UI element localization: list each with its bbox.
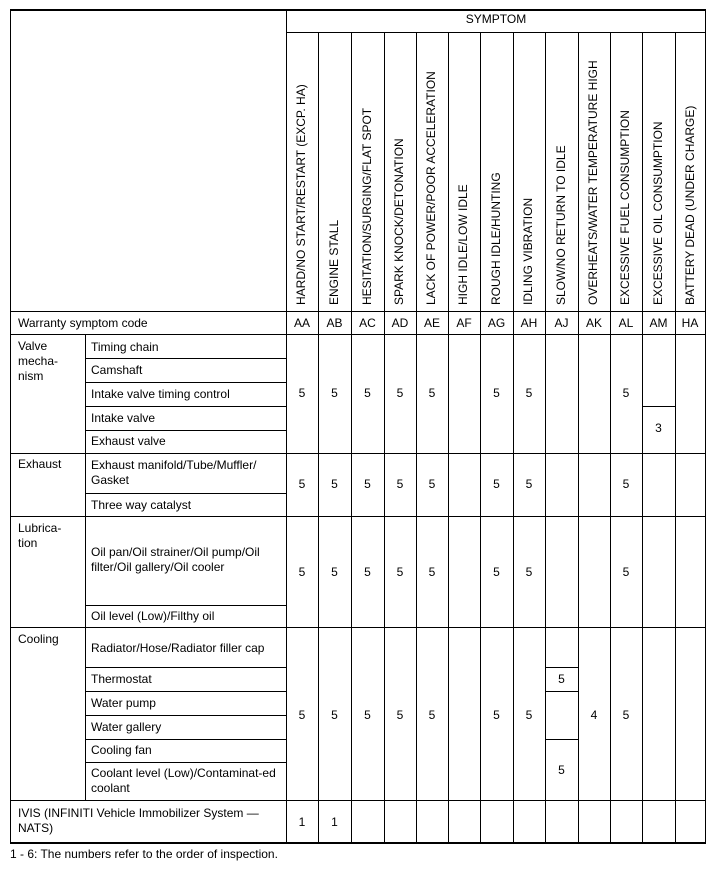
cell-value: 5	[493, 708, 500, 722]
item-sep	[85, 406, 286, 407]
symptom-header: BATTERY DEAD (UNDER CHARGE)	[683, 105, 697, 305]
item-sep	[85, 715, 286, 716]
cell-value: 5	[493, 565, 500, 579]
cell-value: 5	[428, 565, 436, 579]
warranty-code: AL	[618, 316, 634, 330]
symptom-header: SPARK KNOCK/DETONATION	[392, 138, 406, 305]
cell-value: 5	[396, 565, 404, 579]
warranty-code: AM	[649, 316, 668, 330]
item-oil-level-filthy-oil: Oil level (Low)/Filthy oil	[91, 609, 215, 623]
cell-value: 5	[331, 477, 338, 491]
col-sep	[545, 32, 546, 842]
item-column-divider	[85, 334, 86, 800]
group-sep	[10, 627, 706, 628]
cell-value: 1	[298, 815, 306, 829]
item-intake-valve-timing-control: Intake valve timing control	[91, 387, 230, 401]
item-sep	[85, 605, 286, 606]
cell-value: 3	[655, 421, 662, 435]
symptom-header: EXCESSIVE OIL CONSUMPTION	[651, 121, 665, 305]
warranty-code: AJ	[554, 316, 569, 330]
warranty-code: AH	[520, 316, 538, 330]
cell-value: 5	[298, 565, 306, 579]
item-timing-chain: Timing chain	[91, 340, 159, 354]
symptom-header: EXCESSIVE FUEL CONSUMPTION	[618, 110, 632, 305]
item-radiator-hose-filler-cap: Radiator/Hose/Radiator filler cap	[91, 641, 265, 655]
group-label-cooling: Cooling	[18, 632, 59, 646]
cell-value: 5	[428, 477, 436, 491]
cell-value: 5	[622, 477, 630, 491]
cell-value: 5	[493, 477, 500, 491]
item-camshaft: Camshaft	[91, 363, 143, 377]
cell-sep	[545, 691, 578, 692]
warranty-symptom-code-label: Warranty symptom code	[18, 316, 148, 330]
item-sep	[85, 493, 286, 494]
symptom-header: HIGH IDLE/LOW IDLE	[456, 184, 470, 305]
warranty-code: AD	[391, 316, 409, 330]
symptom-header: HESITATION/SURGING/FLAT SPOT	[360, 107, 374, 305]
cell-value: 5	[364, 565, 371, 579]
item-sep	[85, 762, 286, 763]
cell-value: 4	[590, 708, 598, 722]
group-label-exhaust: Exhaust	[18, 457, 62, 471]
item-sep	[85, 382, 286, 383]
cell-value: 5	[493, 386, 500, 400]
cell-value: 5	[298, 708, 306, 722]
col-sep	[675, 32, 676, 842]
warranty-code: AA	[293, 316, 310, 330]
cell-value: 1	[331, 815, 338, 829]
cell-value: 5	[331, 708, 338, 722]
cell-value: 5	[331, 565, 338, 579]
table-left-border	[10, 9, 11, 842]
item-water-gallery: Water gallery	[91, 720, 162, 734]
symptom-header: SLOW/NO RETURN TO IDLE	[554, 145, 568, 305]
cell-value: 5	[331, 386, 338, 400]
cell-sep	[545, 739, 578, 740]
warranty-code: HA	[681, 316, 699, 330]
cell-value: 5	[428, 708, 436, 722]
item-oil-pan-strainer-pump: Oil pan/Oil strainer/Oil pump/Oil filter/Oil gallery/Oil cooler	[91, 545, 260, 574]
item-sep	[85, 358, 286, 359]
item-coolant-level: Coolant level (Low)/Contaminat-ed coolant	[91, 766, 276, 795]
cell-value: 5	[364, 477, 371, 491]
cell-value: 5	[298, 477, 306, 491]
item-three-way-catalyst: Three way catalyst	[91, 498, 192, 512]
group-label-ivis: IVIS (INFINITI Vehicle Immobilizer System — NATS)	[18, 806, 259, 835]
warranty-code: AB	[326, 316, 343, 330]
footnote: 1 - 6: The numbers refer to the order of inspection.	[10, 847, 278, 861]
cell-value: 5	[525, 565, 533, 579]
header-bottom-line	[10, 311, 706, 312]
col-sep	[448, 32, 449, 842]
cell-value: 5	[525, 386, 533, 400]
item-sep	[85, 430, 286, 431]
cell-sep	[545, 667, 578, 668]
group-sep	[10, 453, 706, 454]
item-water-pump: Water pump	[91, 696, 156, 710]
group-sep	[10, 800, 706, 801]
item-sep	[85, 691, 286, 692]
warranty-code: AG	[487, 316, 506, 330]
group-sep	[10, 516, 706, 517]
group-label-valve-mechanism: Valve mecha-nism	[18, 339, 59, 383]
warranty-code: AF	[456, 316, 472, 330]
symptom-header: LACK OF POWER/POOR ACCELERATION	[424, 71, 438, 305]
symptom-header: IDLING VIBRATION	[521, 197, 535, 305]
col-sep	[642, 32, 643, 842]
cell-value: 5	[396, 386, 404, 400]
cell-value: 5	[622, 565, 630, 579]
item-cooling-fan: Cooling fan	[91, 743, 152, 757]
table-bottom-border	[10, 842, 706, 844]
symptom-header: ENGINE STALL	[327, 219, 341, 305]
table-right-border	[705, 9, 706, 842]
warranty-code: AK	[585, 316, 602, 330]
item-sep	[85, 739, 286, 740]
cell-value: 5	[364, 708, 371, 722]
cell-value: 5	[525, 708, 533, 722]
symptom-group-label: SYMPTOM	[465, 12, 527, 26]
cell-value: 5	[558, 763, 565, 777]
item-intake-valve: Intake valve	[91, 411, 156, 425]
warranty-code: AE	[423, 316, 440, 330]
warranty-row-line	[10, 334, 706, 335]
cell-value: 5	[525, 477, 533, 491]
cell-value: 5	[364, 386, 371, 400]
symptom-group-divider	[286, 32, 706, 33]
cell-sep	[642, 406, 675, 407]
item-exhaust-valve: Exhaust valve	[91, 434, 166, 448]
item-exhaust-manifold: Exhaust manifold/Tube/Muffler/ Gasket	[91, 458, 257, 487]
symptom-header: OVERHEATS/WATER TEMPERATURE HIGH	[586, 60, 600, 305]
cell-value: 5	[298, 386, 306, 400]
cell-value: 5	[622, 386, 630, 400]
cell-value: 5	[622, 708, 630, 722]
cell-value: 5	[558, 672, 565, 686]
cell-value: 5	[428, 386, 436, 400]
warranty-code: AC	[359, 316, 376, 330]
item-sep	[85, 667, 286, 668]
group-label-lubrication: Lubrica-tion	[18, 521, 62, 550]
item-thermostat: Thermostat	[91, 672, 152, 686]
symptom-header: HARD/NO START/RESTART (EXCP. HA)	[294, 84, 308, 305]
cell-value: 5	[396, 477, 404, 491]
cell-value: 5	[396, 708, 404, 722]
table-top-border	[10, 9, 706, 11]
symptom-header: ROUGH IDLE/HUNTING	[489, 172, 503, 305]
